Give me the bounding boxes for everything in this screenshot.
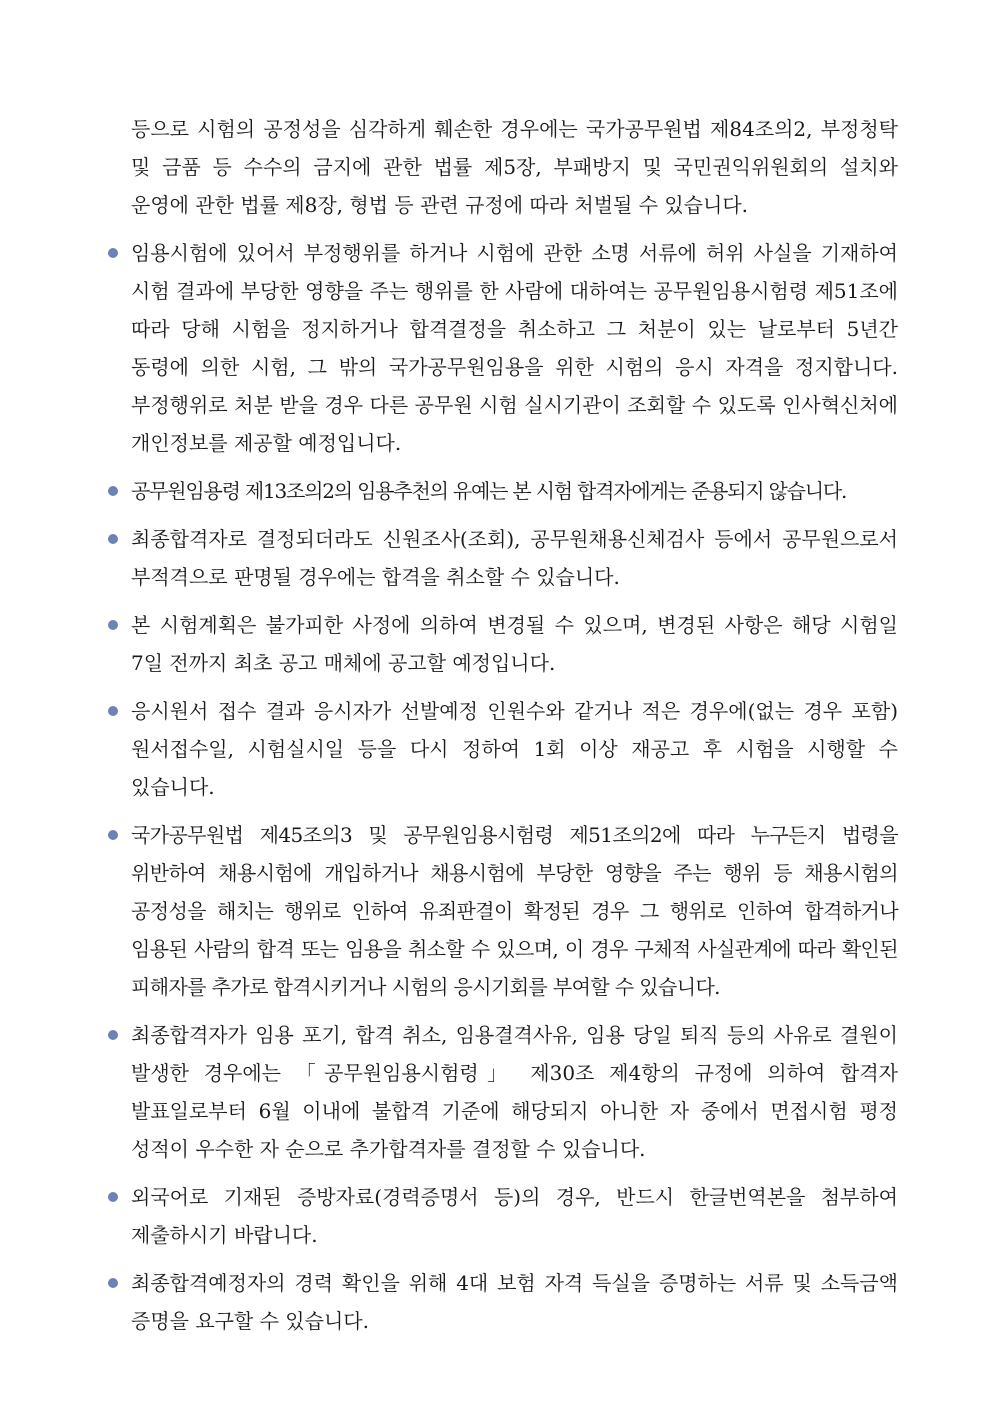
notice-item-text: 임용시험에 있어서 부정행위를 하거나 시험에 관한 소명 서류에 허위 사실을 기재하여 시험 결과에 부당한 영향을 주는 행위를 한 사람에 대하여는 공무원임용시험령 제51조에 따라 당해 시험을 정지하거나 합격결정을 취소하고 그 처분이 있는 날로부터 5년간 동령에 의한 시험, 그 밖의 국가공무원임용을 위한 시험의 응시 자격을 정지합니다. 부정행위로 처분 받을 경우 다른 공무원 시험 실시기관이 조회할 수 있도록 인사혁신처에 개인정보를 제공할 예정입니다. [131, 241, 898, 455]
notice-item [106, 692, 898, 806]
bullet-dot-icon [108, 830, 118, 840]
notice-item [106, 816, 898, 1006]
bullet-dot-icon [108, 248, 118, 258]
notice-item-text: 최종합격자로 결정되더라도 신원조사(조회), 공무원채용신체검사 등에서 공무원으로서 부적격으로 판명될 경우에는 합격을 취소할 수 있습니다. [131, 527, 898, 589]
continuation-paragraph [106, 110, 898, 224]
notice-item-text: 국가공무원법 제45조의3 및 공무원임용시험령 제51조의2에 따라 누구든지 법령을 위반하여 채용시험에 개입하거나 채용시험에 부당한 영향을 주는 행위 등 채용시험의 공정성을 해치는 행위로 인하여 유죄판결이 확정된 경우 그 행위로 인하여 합격하거나 임용된 사람의 합격 또는 임용을 취소할 수 있으며, 이 경우 구체적 사실관계에 따라 확인된 피해자를 추가로 합격시키거나 시험의 응시기회를 부여할 수 있습니다. [131, 823, 898, 999]
bullet-dot-icon [108, 1030, 118, 1040]
bullet-dot-icon [108, 706, 118, 716]
notice-item-text: 외국어로 기재된 증방자료(경력증명서 등)의 경우, 반드시 한글번역본을 첨부하여 제출하시기 바랍니다. [131, 1185, 898, 1247]
notice-item [106, 234, 898, 462]
notice-item [106, 520, 898, 596]
bullet-dot-icon [108, 1278, 118, 1288]
notice-list [106, 110, 898, 1350]
notice-item-text: 최종합격자가 임용 포기, 합격 취소, 임용결격사유, 임용 당일 퇴직 등의 사유로 결원이 발생한 경우에는 「공무원임용시험령」 제30조 제4항의 규정에 의하여 합격자 발표일로부터 6월 이내에 불합격 기준에 해당되지 아니한 자 중에서 면접시험 평정 성적이 우수한 자 순으로 추가합격자를 결정할 수 있습니다. [131, 1023, 898, 1161]
notice-item [106, 606, 898, 682]
bullet-dot-icon [108, 1192, 118, 1202]
bullet-dot-icon [108, 620, 118, 630]
notice-item [106, 1016, 898, 1168]
notice-item [106, 1178, 898, 1254]
notice-item-text: 최종합격예정자의 경력 확인을 위해 4대 보험 자격 득실을 증명하는 서류 및 소득금액 증명을 요구할 수 있습니다. [131, 1271, 898, 1333]
bullet-dot-icon [108, 534, 118, 544]
bullet-dot-icon [108, 486, 118, 496]
notice-item-text: 공무원임용령 제13조의2의 임용추천의 유예는 본 시험 합격자에게는 준용되지 않습니다. [131, 479, 847, 503]
notice-item-text: 응시원서 접수 결과 응시자가 선발예정 인원수와 같거나 적은 경우에(없는 경우 포함) 원서접수일, 시험실시일 등을 다시 정하여 1회 이상 재공고 후 시험을 시행할 수 있습니다. [131, 699, 898, 799]
continuation-text: 등으로 시험의 공정성을 심각하게 훼손한 경우에는 국가공무원법 제84조의2, 부정청탁 및 금품 등 수수의 금지에 관한 법률 제5장, 부패방지 및 국민권익위원회의 설치와 운영에 관한 법률 제8장, 형법 등 관련 규정에 따라 처벌될 수 있습니다. [131, 117, 898, 217]
notice-item-text: 본 시험계획은 불가피한 사정에 의하여 변경될 수 있으며, 변경된 사항은 해당 시험일 7일 전까지 최초 공고 매체에 공고할 예정입니다. [131, 613, 898, 675]
notice-item [106, 472, 898, 510]
notice-item [106, 1264, 898, 1340]
